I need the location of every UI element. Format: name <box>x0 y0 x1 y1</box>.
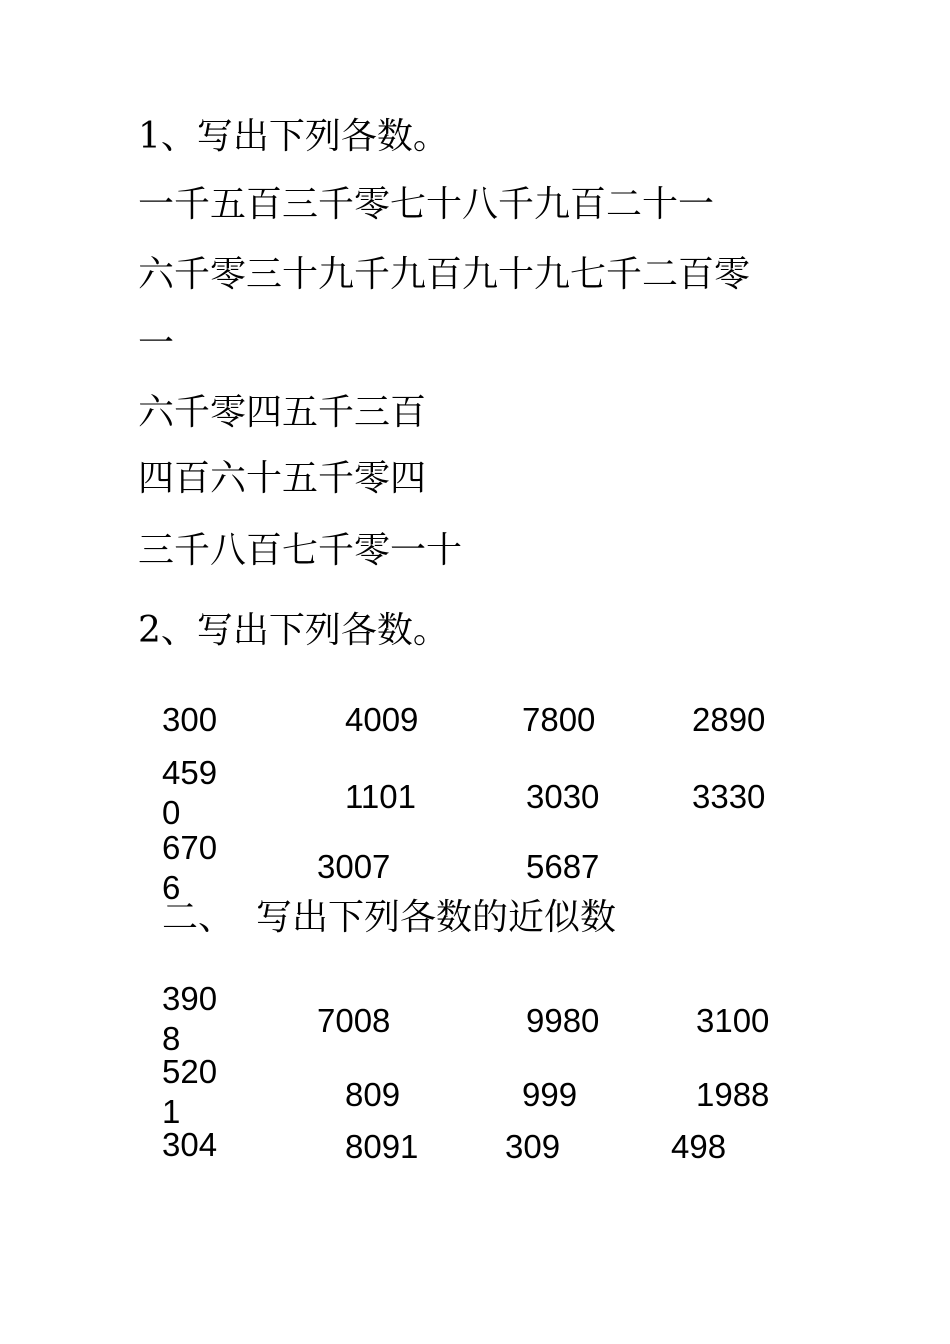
section3-row2-c1: 5201 <box>162 1053 218 1130</box>
section2-row1-c4: 2890 <box>692 701 766 738</box>
section3-row2-c3: 999 <box>522 1076 578 1113</box>
section2-row3-c2: 3007 <box>317 848 391 885</box>
section2-row2-c3: 3030 <box>526 778 600 815</box>
section2-row1-c1: 300 <box>162 701 218 738</box>
section2-row1-c2: 4009 <box>345 701 419 738</box>
section2-row2-c1: 4590 <box>162 754 218 831</box>
section1-line-5: 四百六十五千零四 <box>138 458 427 499</box>
section3-row1-c2: 7008 <box>317 1002 391 1039</box>
section3-row1-c3: 9980 <box>526 1002 600 1039</box>
section3-title: 写出下列各数的近似数 <box>256 897 617 938</box>
section1-line-4: 六千零四五千三百 <box>138 392 427 433</box>
section1-line-6: 三千八百七千零一十 <box>138 530 463 571</box>
section3-row1-c1: 3908 <box>162 980 218 1057</box>
section2-row3-c1: 6706 <box>162 829 218 906</box>
section3-row3-c3: 309 <box>505 1128 561 1165</box>
section3-row3-c4: 498 <box>671 1128 727 1165</box>
section3-row3-c1: 304 <box>162 1126 218 1163</box>
section3-row2-c2: 809 <box>345 1076 401 1113</box>
section2-row2-c2: 1101 <box>345 778 416 815</box>
section3-row1-c4: 3100 <box>696 1002 770 1039</box>
section3-row3-c2: 8091 <box>345 1128 419 1165</box>
section2-row1-c3: 7800 <box>522 701 596 738</box>
section1-title: 1、写出下列各数。 <box>138 116 449 157</box>
section2-title: 2、写出下列各数。 <box>138 610 449 651</box>
section2-row2-c4: 3330 <box>692 778 766 815</box>
section1-line-1: 一千五百三千零七十八千九百二十一 <box>138 184 715 225</box>
section2-row3-c3: 5687 <box>526 848 600 885</box>
section1-line-2: 六千零三十九千九百九十九七千二百零 <box>138 254 751 295</box>
section1-line-3: 一 <box>138 323 175 364</box>
section3-row2-c4: 1988 <box>696 1076 770 1113</box>
section3-number: 二、 <box>162 897 235 938</box>
